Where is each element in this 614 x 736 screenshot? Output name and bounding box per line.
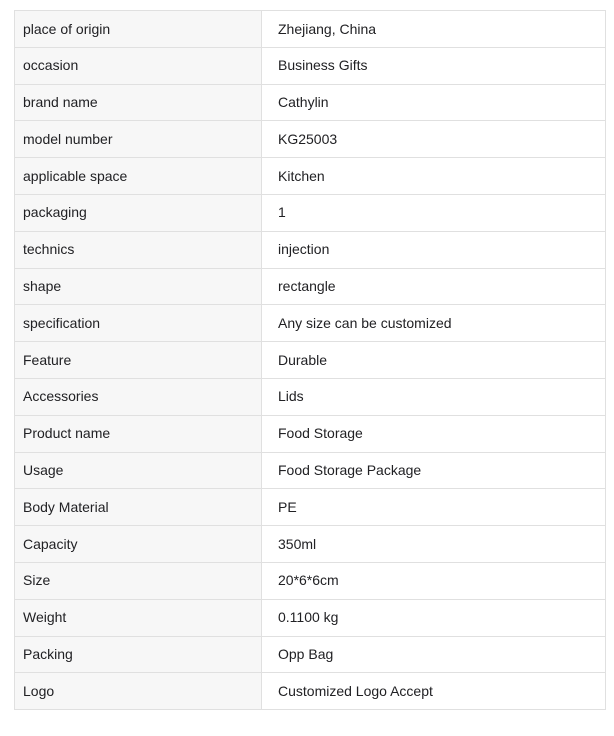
spec-row: [15, 121, 606, 158]
spec-label: Packing: [15, 636, 262, 673]
spec-row: [15, 84, 606, 121]
spec-row: [15, 47, 606, 84]
spec-label: technics: [15, 231, 262, 268]
spec-value: 1: [262, 194, 606, 231]
spec-value: Food Storage: [262, 415, 606, 452]
spec-label: Usage: [15, 452, 262, 489]
spec-label: occasion: [15, 47, 262, 84]
spec-row: [15, 415, 606, 452]
spec-value: Food Storage Package: [262, 452, 606, 489]
spec-row: [15, 342, 606, 379]
spec-label: Logo: [15, 673, 262, 710]
spec-row: [15, 158, 606, 195]
spec-row: [15, 231, 606, 268]
spec-label: packaging: [15, 194, 262, 231]
product-specs-table-body: [15, 11, 606, 710]
spec-value: Customized Logo Accept: [262, 673, 606, 710]
spec-row: [15, 673, 606, 710]
spec-label: Size: [15, 562, 262, 599]
spec-label: Weight: [15, 599, 262, 636]
spec-label: Body Material: [15, 489, 262, 526]
spec-label: applicable space: [15, 158, 262, 195]
spec-value: 350ml: [262, 526, 606, 563]
spec-value: Opp Bag: [262, 636, 606, 673]
spec-value: Any size can be customized: [262, 305, 606, 342]
spec-label: brand name: [15, 84, 262, 121]
spec-row: [15, 526, 606, 563]
spec-label: specification: [15, 305, 262, 342]
spec-value: Business Gifts: [262, 47, 606, 84]
spec-value: PE: [262, 489, 606, 526]
spec-label: Accessories: [15, 378, 262, 415]
spec-value: 20*6*6cm: [262, 562, 606, 599]
spec-label: Capacity: [15, 526, 262, 563]
spec-value: Durable: [262, 342, 606, 379]
spec-value: rectangle: [262, 268, 606, 305]
spec-row: [15, 305, 606, 342]
spec-label: Feature: [15, 342, 262, 379]
spec-label: model number: [15, 121, 262, 158]
spec-row: [15, 378, 606, 415]
spec-value: Zhejiang, China: [262, 11, 606, 48]
spec-row: [15, 452, 606, 489]
spec-row: [15, 194, 606, 231]
spec-row: [15, 268, 606, 305]
spec-row: [15, 562, 606, 599]
spec-row: [15, 11, 606, 48]
spec-label: shape: [15, 268, 262, 305]
spec-value: 0.1100 kg: [262, 599, 606, 636]
spec-label: Product name: [15, 415, 262, 452]
spec-value: injection: [262, 231, 606, 268]
spec-value: Cathylin: [262, 84, 606, 121]
product-specs-table: [14, 10, 606, 710]
spec-label: place of origin: [15, 11, 262, 48]
spec-value: KG25003: [262, 121, 606, 158]
spec-value: Kitchen: [262, 158, 606, 195]
spec-value: Lids: [262, 378, 606, 415]
spec-row: [15, 599, 606, 636]
spec-row: [15, 489, 606, 526]
spec-row: [15, 636, 606, 673]
